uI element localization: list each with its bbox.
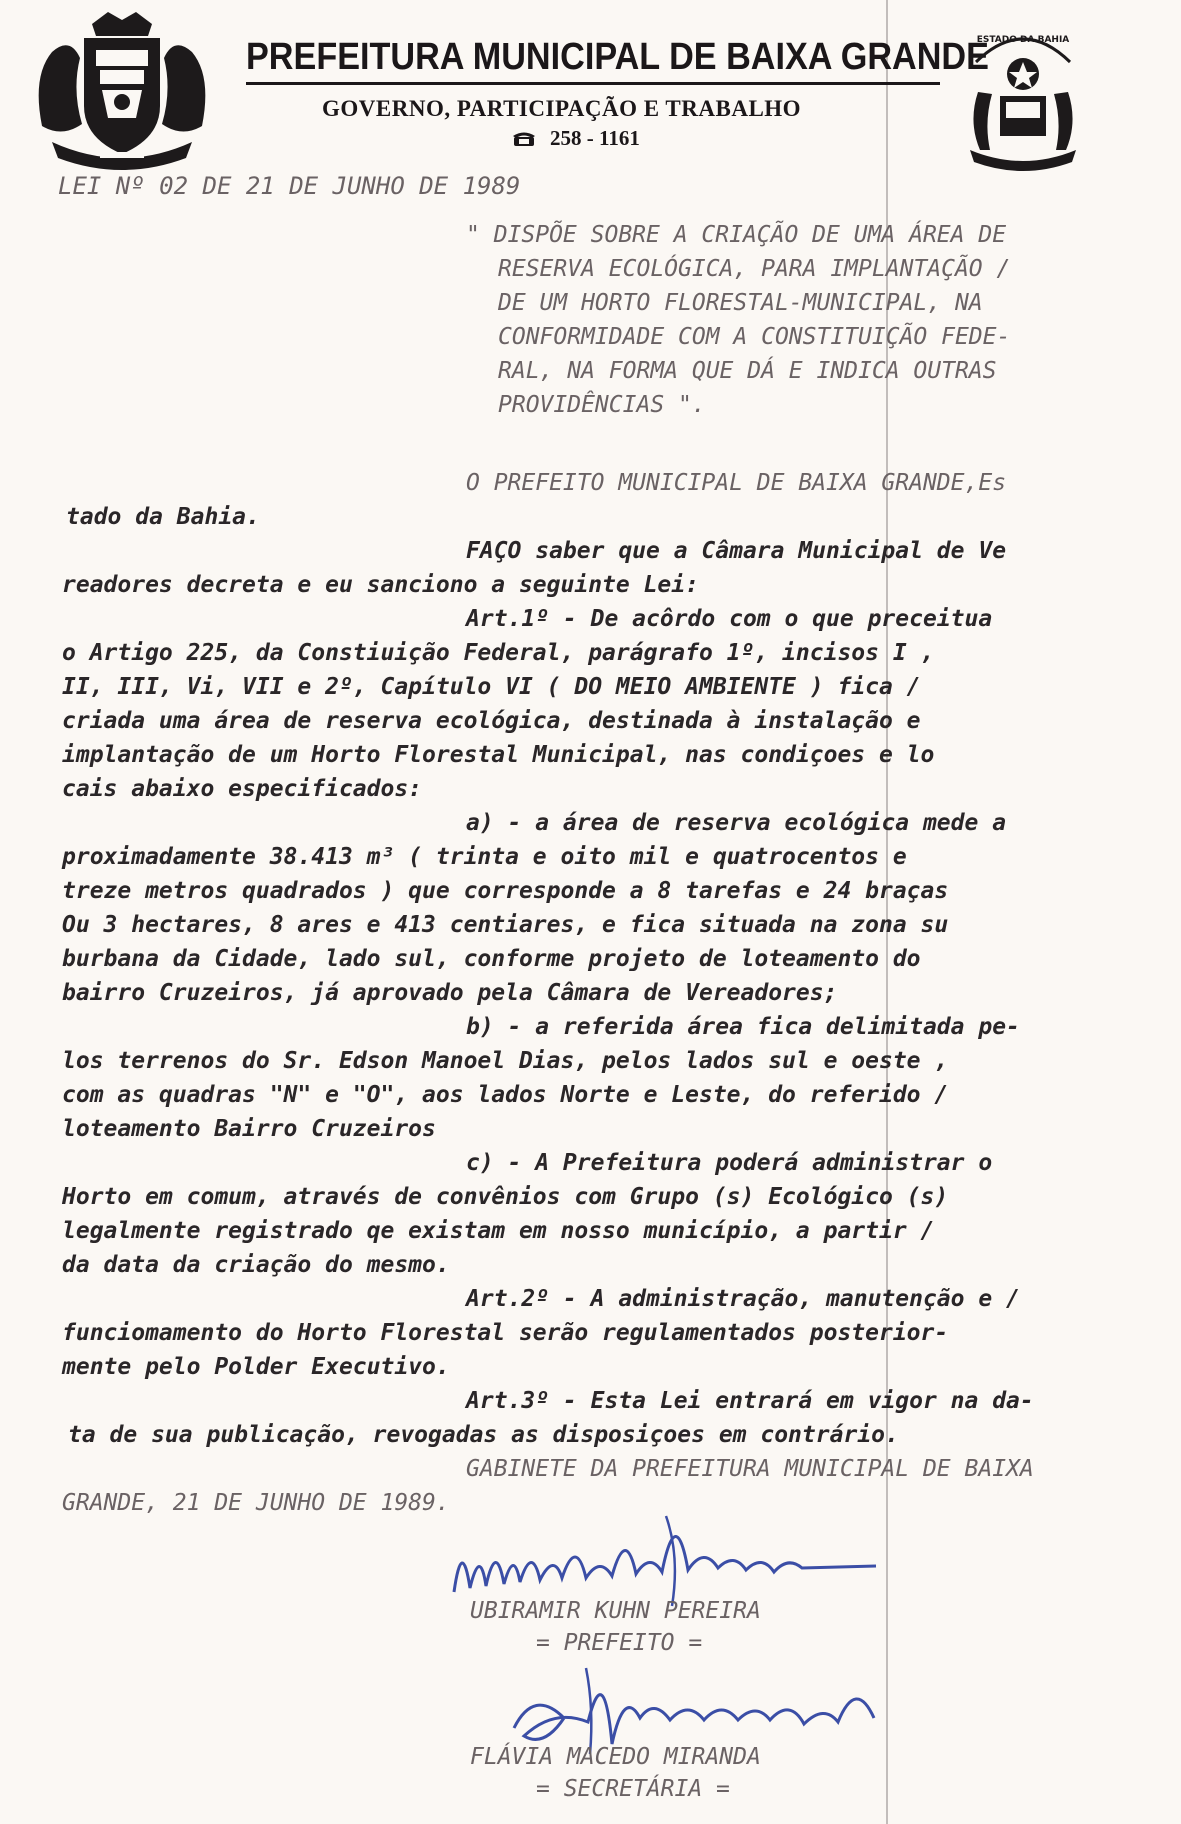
ementa-line: RAL, NA FORMA QUE DÁ E INDICA OUTRAS [498, 358, 997, 384]
body-line: ta de sua publicação, revogadas as disposiçoes em contrário. [68, 1422, 899, 1448]
body-line: GRANDE, 21 DE JUNHO DE 1989. [62, 1490, 450, 1516]
phone-number: 258 - 1161 [550, 126, 640, 150]
body-line: Ou 3 hectares, 8 ares e 413 centiares, e fica situada na zona su [62, 912, 949, 938]
body-line: O PREFEITO MUNICIPAL DE BAIXA GRANDE,Es [466, 470, 1007, 496]
ementa-line: " DISPÕE SOBRE A CRIAÇÃO DE UMA ÁREA DE [466, 222, 1007, 248]
ementa-line: DE UM HORTO FLORESTAL-MUNICIPAL, NA [498, 290, 983, 316]
body-line: com as quadras "N" e "O", aos lados Norte e Leste, do referido / [62, 1082, 949, 1108]
body-line: readores decreta e eu sanciono a seguinte Lei: [62, 572, 699, 598]
secretary-role: = SECRETÁRIA = [536, 1776, 730, 1802]
letterhead-subtitle: GOVERNO, PARTICIPAÇÃO E TRABALHO [322, 96, 802, 121]
body-line: proximadamente 38.413 m³ ( trinta e oito mil e quatrocentos e [62, 844, 907, 870]
mayor-name: UBIRAMIR KUHN PEREIRA [470, 1598, 761, 1624]
seal-text: ESTADO DA BAHIA [976, 35, 1070, 45]
body-line: c) - A Prefeitura poderá administrar o [466, 1150, 993, 1176]
body-line: implantação de um Horto Florestal Municipal, nas condiçoes e lo [62, 742, 935, 768]
body-line: II, III, Vi, VII e 2º, Capítulo VI ( DO MEIO AMBIENTE ) fica / [62, 674, 921, 700]
letterhead-title: PREFEITURA MUNICIPAL DE BAIXA GRANDE [246, 36, 989, 78]
body-line: Art.2º - A administração, manutenção e / [466, 1286, 1020, 1312]
body-line: los terrenos do Sr. Edson Manoel Dias, pelos lados sul e oeste , [62, 1048, 949, 1074]
body-line: bairro Cruzeiros, já aprovado pela Câmara de Vereadores; [62, 980, 838, 1006]
body-line: da data da criação do mesmo. [62, 1252, 450, 1278]
body-line: tado da Bahia. [66, 504, 260, 530]
mayor-role: = PREFEITO = [536, 1630, 703, 1656]
body-line: a) - a área de reserva ecológica mede a [466, 810, 1007, 836]
body-line: FAÇO saber que a Câmara Municipal de Ve [466, 538, 1007, 564]
letterhead-rule [246, 82, 940, 85]
body-line: burbana da Cidade, lado sul, conforme projeto de loteamento do [62, 946, 921, 972]
state-seal-icon [958, 22, 1088, 172]
body-line: mente pelo Polder Executivo. [62, 1354, 450, 1380]
body-line: GABINETE DA PREFEITURA MUNICIPAL DE BAIXA [466, 1456, 1034, 1482]
body-line: treze metros quadrados ) que corresponde a 8 tarefas e 24 braças [62, 878, 949, 904]
telephone-icon [512, 131, 536, 147]
ementa-line: PROVIDÊNCIAS ". [498, 392, 706, 418]
body-line: funciomamento do Horto Florestal serão regulamentados posterior- [62, 1320, 949, 1346]
ementa-line: CONFORMIDADE COM A CONSTITUIÇÃO FEDE- [498, 324, 1011, 350]
body-line: b) - a referida área fica delimitada pe- [466, 1014, 1020, 1040]
body-line: legalmente registrado qe existam em nosso município, a partir / [62, 1218, 935, 1244]
body-line: Art.3º - Esta Lei entrará em vigor na da- [466, 1388, 1034, 1414]
municipal-coat-of-arms-icon [22, 6, 222, 172]
secretary-name: FLÁVIA MACEDO MIRANDA [470, 1744, 761, 1770]
body-line: Horto em comum, através de convênios com Grupo (s) Ecológico (s) [62, 1184, 949, 1210]
letterhead-phone [512, 126, 640, 151]
law-title: LEI Nº 02 DE 21 DE JUNHO DE 1989 [58, 172, 521, 200]
body-line: loteamento Bairro Cruzeiros [62, 1116, 436, 1142]
body-line: Art.1º - De acôrdo com o que preceitua [466, 606, 993, 632]
body-line: criada uma área de reserva ecológica, destinada à instalação e [62, 708, 921, 734]
ementa-line: RESERVA ECOLÓGICA, PARA IMPLANTAÇÃO / [498, 256, 1011, 282]
body-line: o Artigo 225, da Constiuição Federal, parágrafo 1º, incisos I , [62, 640, 935, 666]
body-line: cais abaixo especificados: [62, 776, 423, 802]
